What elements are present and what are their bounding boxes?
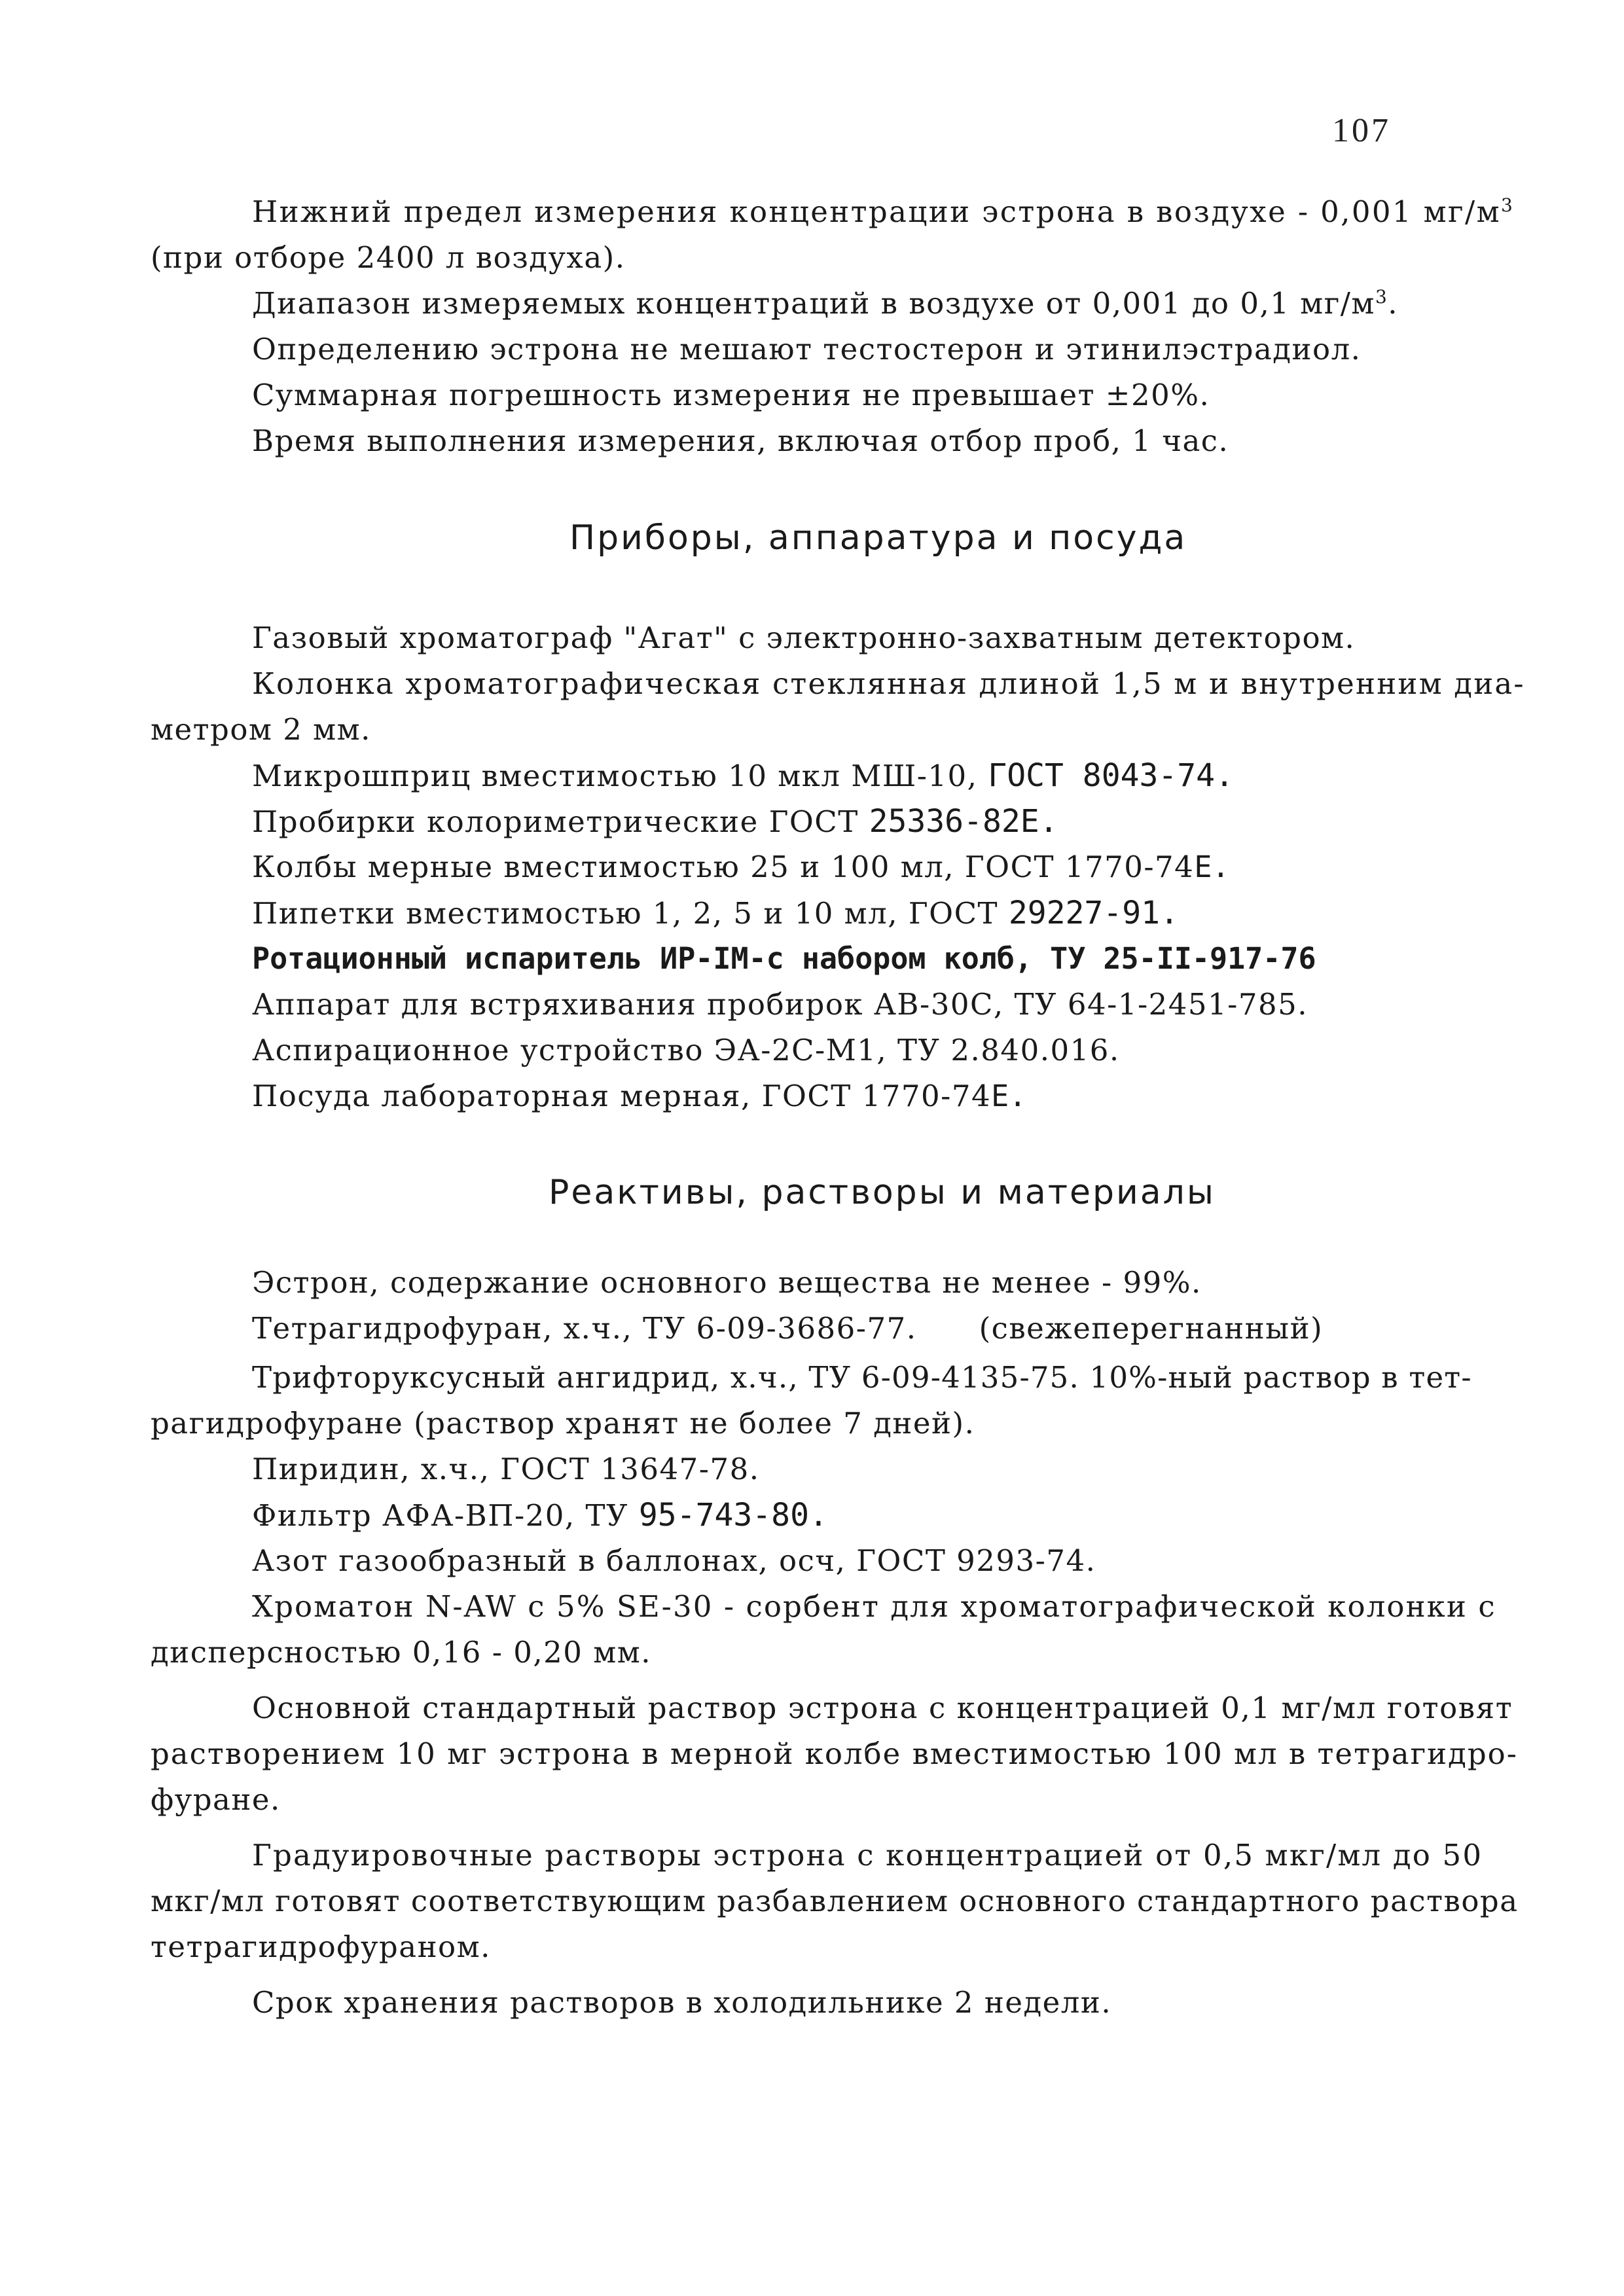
reagents-line-1: Эстрон, содержание основного вещества не менее - 99%. <box>252 1265 1202 1300</box>
reagents-line-16: Срок хранения растворов в холодильнике 2 недели. <box>252 1985 1112 2020</box>
reagents-line-4: рагидрофуране (раствор хранят не более 7 дней). <box>151 1406 975 1441</box>
reagents-line-13: Градуировочные растворы эстрона с концентрацией от 0,5 мкг/мл до 50 <box>252 1838 1483 1873</box>
reagents-line-15: тетрагидрофураном. <box>151 1929 491 1964</box>
section-heading-equipment: Приборы, аппаратура и посуда <box>569 518 1187 558</box>
reagents-line-6: Фильтр АФА-ВП-20, ТУ 95-743-80. <box>252 1497 828 1534</box>
equipment-line-7: Пипетки вместимостью 1, 2, 5 и 10 мл, ГОСТ 29227-91. <box>252 895 1179 931</box>
page-number: 107 <box>1332 112 1391 149</box>
intro-line-2: (при отборе 2400 л воздуха). <box>151 240 626 275</box>
reagents-line-11: растворением 10 мг эстрона в мерной колбе вместимостью 100 мл в тетрагидро- <box>151 1736 1518 1771</box>
reagents-line-7: Азот газообразный в баллонах, осч, ГОСТ 9293-74. <box>252 1543 1096 1578</box>
reagents-line-10: Основной стандартный раствор эстрона с концентрацией 0,1 мг/мл готовят <box>252 1691 1513 1725</box>
equipment-line-9: Аппарат для встряхивания пробирок АВ-30С, ТУ 64-1-2451-785. <box>252 987 1308 1022</box>
reagents-line-12: фуране. <box>151 1782 281 1817</box>
section-heading-reagents: Реактивы, растворы и материалы <box>549 1173 1216 1212</box>
intro-line-6: Время выполнения измерения, включая отбор проб, 1 час. <box>252 423 1229 458</box>
intro-line-5: Суммарная погрешность измерения не превышает ±20%. <box>252 378 1210 412</box>
equipment-line-3: метром 2 мм. <box>151 712 371 747</box>
reagents-line-5: Пиридин, х.ч., ГОСТ 13647-78. <box>252 1452 760 1486</box>
equipment-line-8: Ротационный испаритель ИР-IМ-с набором колб, ТУ 25-II-917-76 <box>252 941 1316 976</box>
equipment-line-5: Пробирки колориметрические ГОСТ 25336-82Е. <box>252 803 1058 840</box>
reagents-line-2: Тетрагидрофуран, х.ч., ТУ 6-09-3686-77. (свежеперегнанный) <box>252 1311 1324 1346</box>
intro-line-4: Определению эстрона не мешают тестостерон и этинилэстрадиол. <box>252 332 1362 367</box>
equipment-line-6: Колбы мерные вместимостью 25 и 100 мл, ГОСТ 1770-74Е. <box>252 850 1230 884</box>
reagents-line-8: Хроматон N-AW с 5% SE-30 - сорбент для хроматографической колонки с <box>252 1589 1496 1624</box>
equipment-line-4: Микрошприц вместимостью 10 мкл МШ-10, ГОСТ 8043-74. <box>252 757 1234 794</box>
reagents-line-9: дисперсностью 0,16 - 0,20 мм. <box>151 1635 652 1670</box>
equipment-line-10: Аспирационное устройство ЭА-2С-М1, ТУ 2.840.016. <box>252 1033 1120 1067</box>
equipment-line-1: Газовый хроматограф "Агат" с электронно-захватным детектором. <box>252 620 1356 655</box>
reagents-line-3: Трифторуксусный ангидрид, х.ч., ТУ 6-09-4135-75. 10%-ный раствор в тет- <box>252 1360 1472 1395</box>
intro-line-1: Нижний предел измерения концентрации эстрона в воздухе - 0,001 $мг/м^3$ <box>252 194 1515 229</box>
equipment-line-2: Колонка хроматографическая стеклянная длиной 1,5 м и внутренним диа- <box>252 666 1525 701</box>
equipment-line-11: Посуда лабораторная мерная, ГОСТ 1770-74Е. <box>252 1079 1027 1113</box>
intro-line-3: Диапазон измеряемых концентраций в воздухе от 0,001 до 0,1 $мг/м^3$. <box>252 286 1399 321</box>
reagents-line-14: мкг/мл готовят соответствующим разбавлением основного стандартного раствора <box>151 1884 1519 1918</box>
